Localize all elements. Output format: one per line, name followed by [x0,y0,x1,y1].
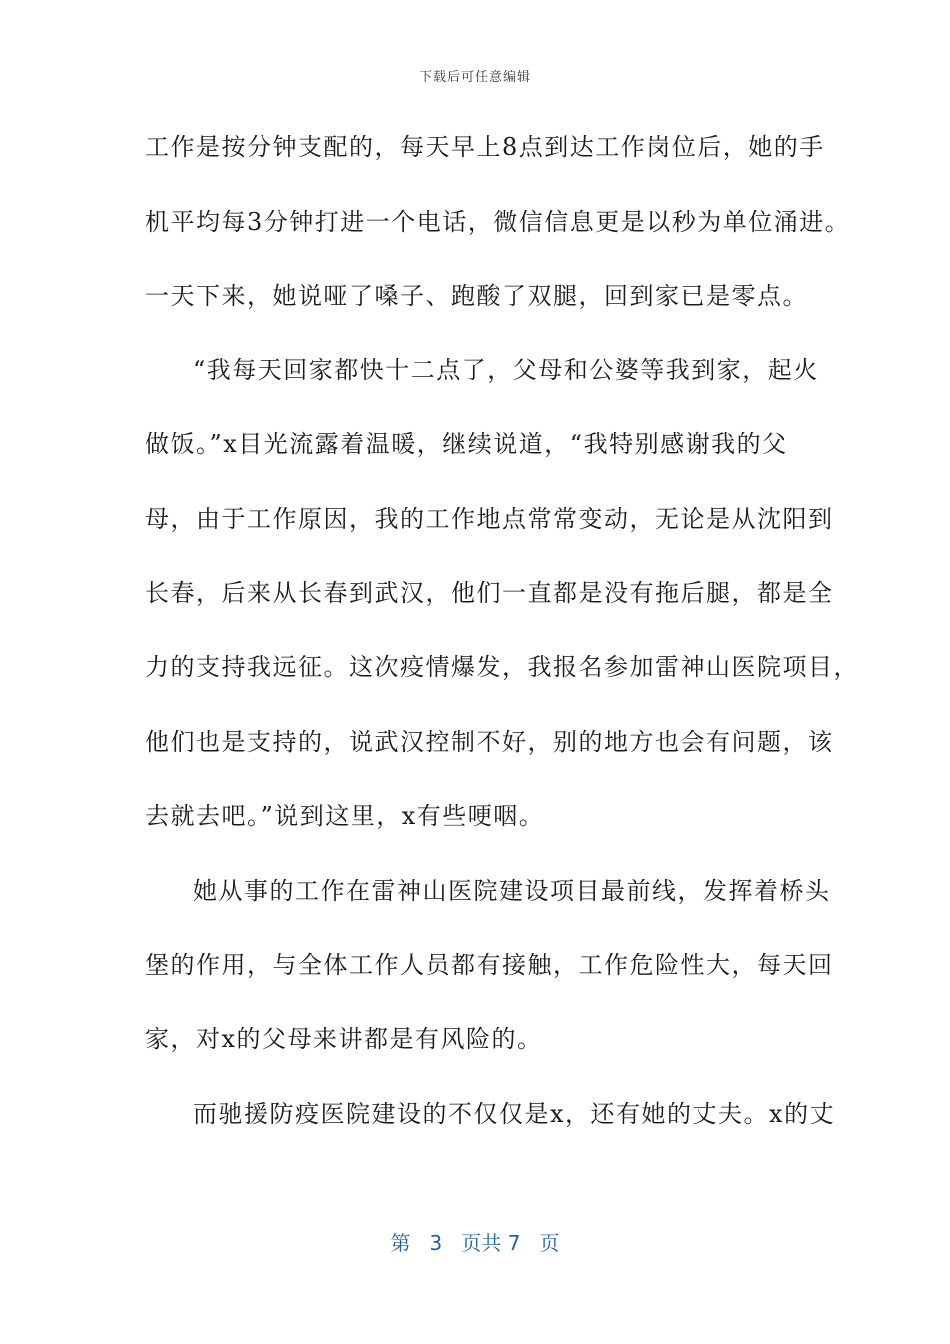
paragraph-line: 去就去吧。”说到这里，x有些哽咽。 [145,802,545,830]
paragraph-line: 家，对x的父母来讲都是有风险的。 [145,1025,543,1053]
page-header: 下载后可任意编辑 [418,70,531,85]
footer-prefix: 第 [390,1231,411,1255]
paragraph-line: 做饭。”x目光流露着温暖，继续说道，“我特别感谢我的父 [145,430,788,458]
paragraph-line: 母，由于工作原因，我的工作地点常常变动，无论是从沈阳到 [145,505,834,533]
paragraph-line: “我每天回家都快十二点了，父母和公婆等我到家，起火 [193,356,819,384]
footer-middle: 页共 [461,1231,502,1255]
footer-total-pages: 7 [507,1231,521,1255]
paragraph-line: 机平均每3分钟打进一个电话，微信信息更是以秒为单位涌进。 [145,208,851,236]
paragraph-line: 他们也是支持的，说武汉控制不好，别的地方也会有问题，该 [145,728,834,756]
footer-suffix: 页 [539,1231,560,1255]
paragraph-line: 她从事的工作在雷神山医院建设项目最前线，发挥着桥头 [193,877,831,905]
paragraph-line: 一天下来，她说哑了嗓子、跑酸了双腿，回到家已是零点。 [145,282,808,310]
footer-current-page: 3 [429,1231,443,1255]
paragraph-line: 力的支持我远征。这次疫情爆发，我报名参加雷神山医院项目， [145,653,859,681]
page-footer [0,1227,950,1256]
paragraph-line: 而驰援防疫医院建设的不仅仅是x，还有她的丈夫。x的丈 [193,1100,836,1128]
paragraph-line: 堡的作用，与全体工作人员都有接触，工作危险性大，每天回 [145,951,834,979]
paragraph-line: 工作是按分钟支配的，每天早上8点到达工作岗位后，她的手 [145,133,825,161]
paragraph-line: 长春，后来从长春到武汉，他们一直都是没有拖后腿，都是全 [145,579,834,607]
